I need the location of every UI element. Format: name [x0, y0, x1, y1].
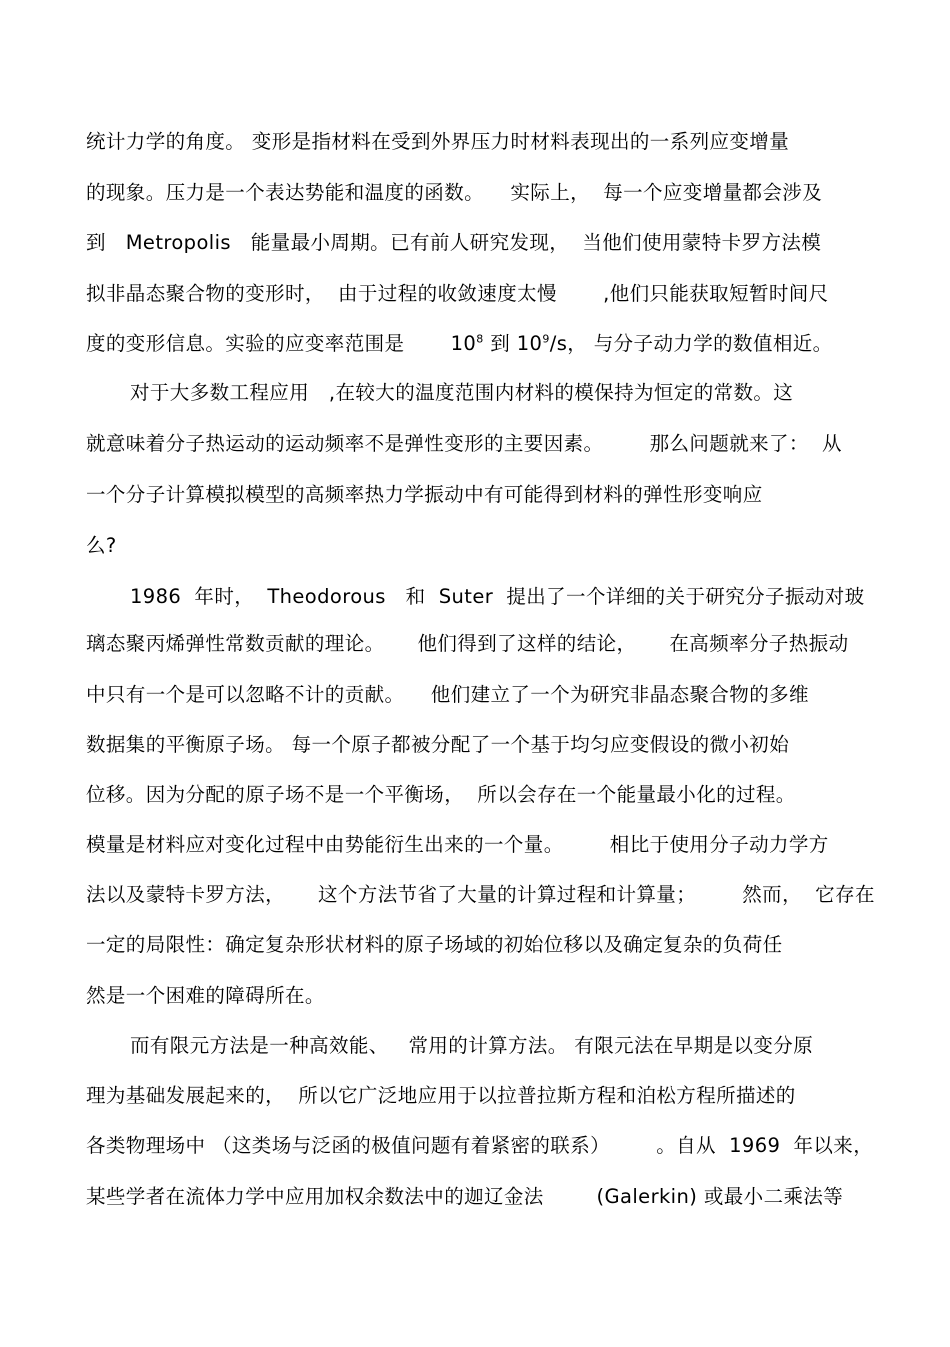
text-line: 然是一个困难的障碍所在。	[86, 984, 325, 1007]
text-line: 到 Metropolis 能量最小周期。已有前人研究发现， 当他们使用蒙特卡罗方法模	[86, 231, 822, 254]
text-line: 中只有一个是可以忽略不计的贡献。 他们建立了一个为研究非晶态聚合物的多维	[86, 683, 809, 706]
paragraph-first-line: 1986 年时， Theodorous 和 Suter 提出了一个详细的关于研究分子振动对玻	[130, 585, 865, 608]
text-line: 璃态聚丙烯弹性常数贡献的理论。 他们得到了这样的结论， 在高频率分子热振动	[86, 632, 849, 655]
paragraph-first-line: 对于大多数工程应用 ,在较大的温度范围内材料的模保持为恒定的常数。这	[130, 381, 794, 404]
text-line: 理为基础发展起来的， 所以它广泛地应用于以拉普拉斯方程和泊松方程所描述的	[86, 1084, 796, 1107]
text-line: 模量是材料应对变化过程中由势能衍生出来的一个量。 相比于使用分子动力学方	[86, 833, 829, 856]
text-line: 法以及蒙特卡罗方法， 这个方法节省了大量的计算过程和计算量； 然而， 它存在	[86, 883, 875, 906]
exponent-8: 8	[476, 332, 484, 346]
exponent-9: 9	[542, 332, 550, 346]
text-segment: 度的变形信息。实验的应变率范围是 10	[86, 332, 477, 355]
text-segment: 到 10	[483, 332, 543, 355]
text-line: 各类物理场中 （这类场与泛函的极值问题有着紧密的联系） 。自从 1969 年以来，	[86, 1134, 874, 1157]
text-line: 一定的局限性：确定复杂形状材料的原子场域的初始位移以及确定复杂的负荷任	[86, 933, 783, 956]
text-line: 就意味着分子热运动的运动频率不是弹性变形的主要因素。 那么问题就来了： 从	[86, 432, 842, 455]
text-line: 一个分子计算模拟模型的高频率热力学振动中有可能得到材料的弹性形变响应	[86, 483, 763, 506]
text-line: 的现象。压力是一个表达势能和温度的函数。 实际上， 每一个应变增量都会涉及	[86, 181, 823, 204]
text-line: 统计力学的角度。 变形是指材料在受到外界压力时材料表现出的一系列应变增量	[86, 130, 790, 153]
text-line: 数据集的平衡原子场。 每一个原子都被分配了一个基于均匀应变假设的微小初始	[86, 733, 790, 756]
text-line: 某些学者在流体力学中应用加权余数法中的迦辽金法 (Galerkin) 或最小二乘法等	[86, 1185, 844, 1208]
text-line-with-exponents	[86, 331, 833, 357]
text-line: 么?	[86, 534, 117, 557]
text-line: 拟非晶态聚合物的变形时， 由于过程的收敛速度太慢 ,他们只能获取短暂时间尺	[86, 282, 829, 305]
paragraph-first-line: 而有限元方法是一种高效能、 常用的计算方法。 有限元法在早期是以变分原	[130, 1034, 814, 1057]
text-line: 位移。因为分配的原子场不是一个平衡场， 所以会存在一个能量最小化的过程。	[86, 783, 796, 806]
text-segment: /s， 与分子动力学的数值相近。	[549, 332, 833, 355]
